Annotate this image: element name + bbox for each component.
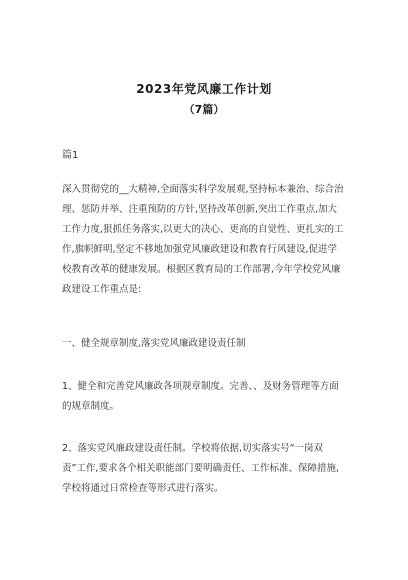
document-subtitle: （7篇） (183, 103, 225, 116)
paragraph-item-one (62, 377, 352, 417)
text-line: 深入贯彻党的__大精神,全面落实科学发展观,坚持标本兼治、综合治 (62, 184, 344, 195)
text-line: 的规章制度。 (62, 401, 120, 412)
paragraph-item-two (62, 439, 352, 499)
text-line: 责”工作,要求各个相关职能部门要明确责任、工作标准、保障措施, (62, 463, 339, 474)
text-line: 工作力度,狠抓任务落实,以更大的决心、更高的自觉性、更扎实的工 (62, 224, 344, 235)
text-line: 1、健全和完善党风廉政各项规章制度。完善、、及财务管理等方面 (62, 381, 339, 392)
text-line: 学校将通过日常检查等形式进行落实。 (62, 483, 224, 494)
text-line: 政建设工作重点是: (62, 284, 142, 295)
text-line: 作,旗帜鲜明,坚定不移地加强党风廉政建设和教育行风建设,促进学 (62, 244, 338, 255)
document-title: 2023年党风廉工作计划 (136, 82, 272, 96)
text-line: 2、落实党风廉政建设责任制。学校将依据,切实落实号“一岗双 (62, 443, 323, 454)
text-line: 校教育改革的健康发展。根据区教育局的工作部署,今年学校党风廉 (62, 264, 341, 275)
text-line: 理、惩防并举、注重预防的方针,坚持改革创新,突出工作重点,加大 (62, 204, 338, 215)
section-label: 篇1 (62, 150, 79, 161)
paragraph-intro (62, 180, 352, 300)
paragraph-heading-one (62, 334, 352, 354)
text-line: 一、健全规章制度,落实党风廉政建设责任制 (62, 338, 246, 349)
